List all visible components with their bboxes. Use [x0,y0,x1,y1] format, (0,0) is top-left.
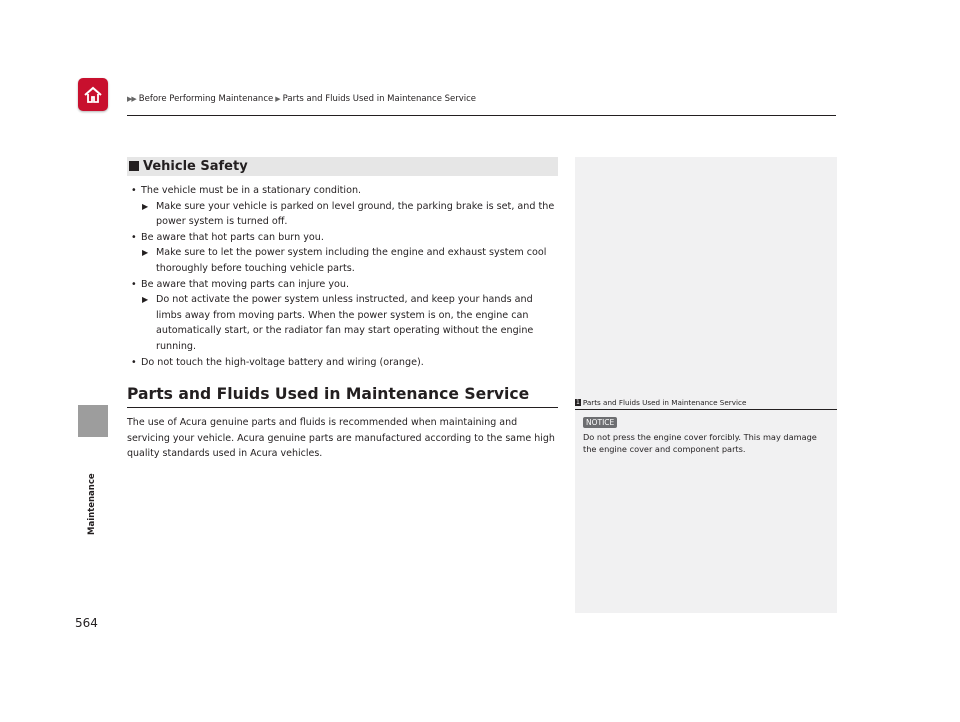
side-note-text: Do not press the engine cover forcibly. This may damage the engine cover and component parts. [583,432,817,454]
breadcrumb-arrow-icon: ▶▶ [127,95,136,103]
breadcrumb-item[interactable]: Parts and Fluids Used in Maintenance Service [282,94,477,104]
side-note-divider [575,409,837,410]
list-item-text: The vehicle must be in a stationary condition. [141,185,362,196]
list-item: • Be aware that moving parts can injure you. [131,277,561,293]
breadcrumb-item[interactable]: Before Performing Maintenance [138,94,274,104]
side-note-title-text: Parts and Fluids Used in Maintenance Service [582,398,747,407]
side-note-title [575,398,746,407]
list-subitem-text: Make sure your vehicle is parked on level ground, the parking brake is set, and the power system is turned off. [156,200,555,228]
home-button[interactable] [78,78,108,111]
vehicle-safety-title: Vehicle Safety [143,159,248,174]
list-item: • Be aware that hot parts can burn you. [131,230,561,246]
arrow-icon: ▶ [142,295,149,305]
arrow-icon: ▶ [142,248,149,258]
section-heading: Parts and Fluids Used in Maintenance Service [127,385,558,408]
page-number: 564 [75,616,98,630]
list-item-text: Be aware that moving parts can injure you. [141,278,349,290]
list-item-text: Be aware that hot parts can burn you. [141,231,324,243]
square-bullet-icon [129,161,139,171]
section-intro: The use of Acura genuine parts and fluids is recommended when maintaining and servicing your vehicle. Acura genuine parts are manufactured according to the same high quality standards used in Acura vehicles. [127,417,555,460]
list-subitem-text: Do not activate the power system unless instructed, and keep your hands and limbs away from moving parts. When the power system is on, the engine can automatically start, or the radiator fan may start operating without the engine running. [156,294,534,352]
list-subitem [131,245,561,276]
section-label: Maintenance [87,473,97,535]
safety-list [131,183,561,370]
side-note-panel [575,157,837,613]
breadcrumb-arrow-icon: ▶ [275,95,281,103]
home-icon [83,85,103,105]
vehicle-safety-heading [127,157,558,176]
list-subitem [131,292,561,354]
list-item-text: Do not touch the high-voltage battery and wiring (orange). [141,356,424,368]
notice-badge: NOTICE [583,417,617,428]
list-subitem [131,199,561,230]
header-divider [127,115,836,116]
breadcrumb [127,94,476,104]
arrow-icon: ▶ [142,201,149,211]
section-tab[interactable] [78,405,108,437]
list-subitem-text: Make sure to let the power system including the engine and exhaust system cool thoroughly before touching vehicle parts. [156,247,547,274]
list-item: • Do not touch the high-voltage battery and wiring (orange). [131,355,561,371]
note-marker-icon: 1 [576,399,580,406]
list-item: • The vehicle must be in a stationary condition. [131,183,561,199]
